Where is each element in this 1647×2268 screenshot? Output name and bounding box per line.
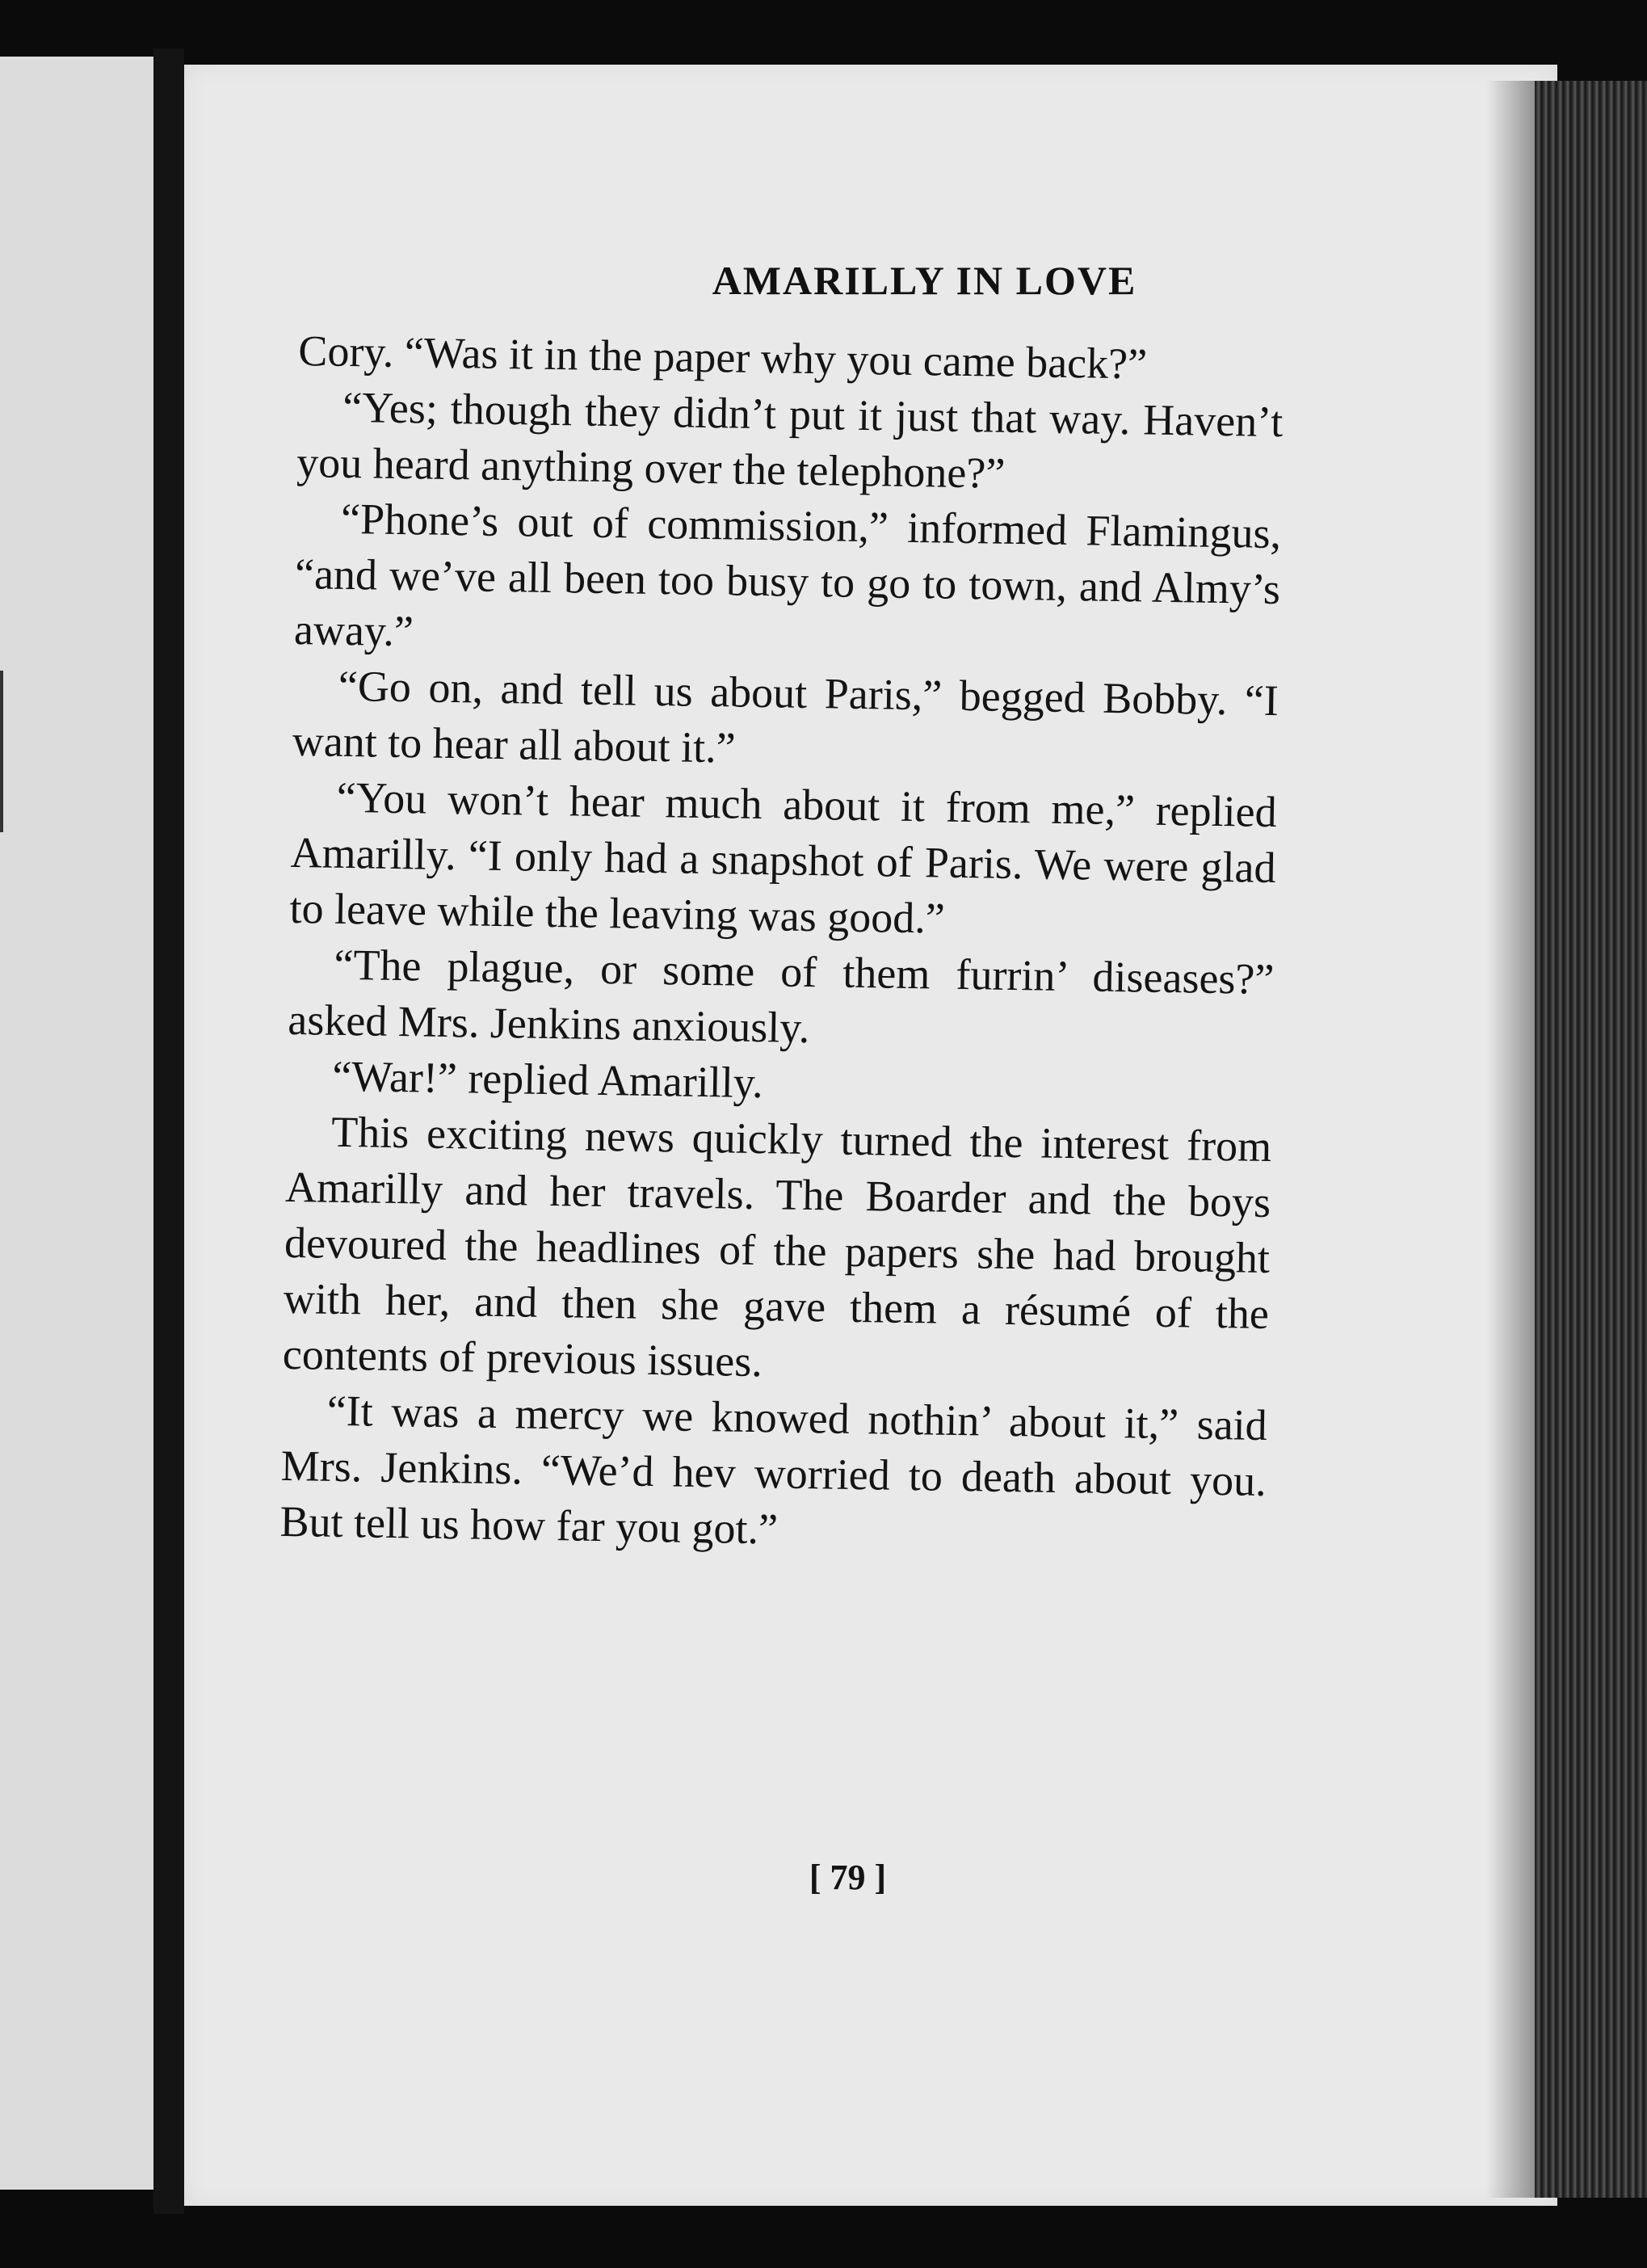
body-text <box>279 323 1284 1565</box>
paragraph: Cory. “Was it in the paper why you came back?” <box>297 326 1148 389</box>
page-number <box>0 1857 1647 1898</box>
facing-page-marks <box>0 671 10 832</box>
paragraph: “It was a mercy we knowed nothin’ about it,” said Mrs. Jenkins. “We’d hev worried to death about you. But tell us how far you got.” <box>279 1386 1268 1554</box>
paragraph: “Phone’s out of commission,” informed Flamingus, “and we’ve all been too busy to go to town, and Almy’s away.” <box>293 494 1282 656</box>
paragraph: “Go on, and tell us about Paris,” begged Bobby. “I want to hear all about it.” <box>292 661 1279 772</box>
paragraph: “The plague, or some of them furrin’ diseases?” asked Mrs. Jenkins anxiously. <box>287 940 1275 1053</box>
page-number-text: [ 79 ] <box>809 1858 887 1897</box>
paragraph: “War!” replied Amarilly. <box>331 1051 764 1108</box>
paragraph: “You won’t hear much about it from me,” replied Amarilly. “I only had a snapshot of Paris. We were glad to leave while the leaving was good.” <box>289 772 1278 943</box>
paragraph: “Yes; though they didn’t put it just that way. Haven’t you heard anything over the telephone?” <box>296 382 1284 498</box>
paragraph: This exciting news quickly turned the interest from Amarilly and her travels. The Boarder and the boys devoured the headlines of the papers she had brought with her, and then she gave them a résumé of the contents of previous issues. <box>282 1107 1272 1386</box>
running-head <box>0 257 1647 304</box>
running-head-text: AMARILLY IN LOVE <box>712 258 1137 303</box>
